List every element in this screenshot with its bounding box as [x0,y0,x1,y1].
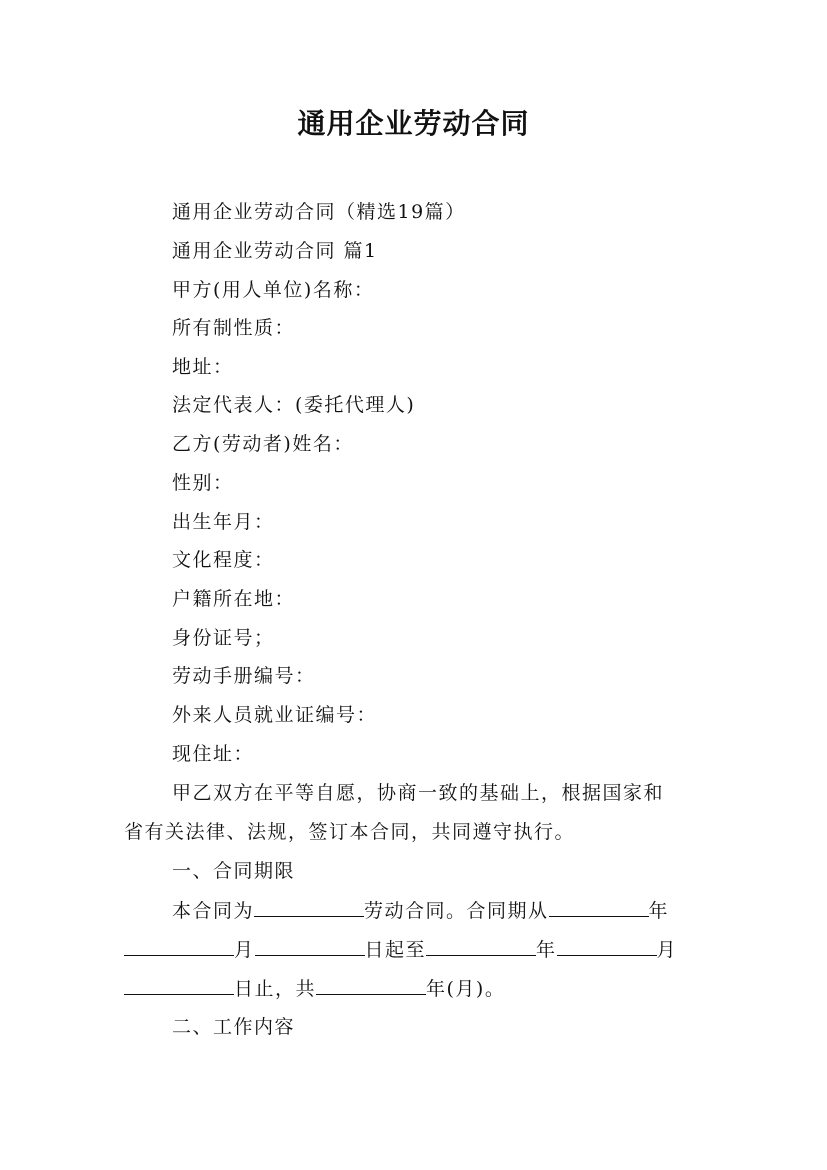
fill-blank [549,898,649,917]
term-text: 年 [648,900,670,922]
doc-line: 地址： [172,356,234,378]
doc-line: 户籍所在地： [172,588,296,610]
fill-blank [124,937,234,956]
fill-blank [124,976,234,995]
doc-line: 甲方(用人单位)名称： [172,279,375,301]
doc-line: 法定代表人：(委托代理人) [172,394,416,416]
fill-blank [254,898,364,917]
doc-line: 所有制性质： [172,317,296,339]
term-text: 月 [234,939,255,961]
term-text: 劳动合同。合同期从 [364,900,549,922]
section-heading-term: 一、合同期限 [172,860,296,882]
doc-line: 现住址： [172,743,255,765]
term-text: 本合同为 [172,900,255,922]
term-text: 年 [536,939,557,961]
doc-line: 通用企业劳动合同（精选19篇） [172,201,466,223]
term-text: 日起至 [364,939,427,961]
doc-line: 通用企业劳动合同 篇1 [172,240,378,262]
term-line-3 [124,976,505,1001]
term-line-2 [124,937,677,962]
doc-line: 劳动手册编号： [172,665,316,687]
fill-blank [557,937,657,956]
fill-blank [426,937,536,956]
doc-line: 外来人员就业证编号： [172,704,378,726]
agreement-paragraph-line1: 甲乙双方在平等自愿，协商一致的基础上，根据国家和 [172,782,665,804]
fill-blank [316,976,426,995]
doc-line: 乙方(劳动者)姓名： [172,433,354,455]
agreement-paragraph-line2: 省有关法律、法规，签订本合同，共同遵守执行。 [124,821,576,843]
section-heading-work: 二、工作内容 [172,1016,296,1038]
term-line-1 [172,898,669,923]
term-text: 日止，共 [234,978,317,1000]
fill-blank [255,937,365,956]
doc-line: 性别： [172,472,234,494]
term-text: 年(月)。 [426,978,506,1000]
doc-line: 文化程度： [172,549,275,571]
doc-line: 身份证号； [172,627,275,649]
doc-line: 出生年月： [172,511,275,533]
term-text: 月 [656,939,678,961]
document-title: 通用企业劳动合同 [297,107,530,140]
